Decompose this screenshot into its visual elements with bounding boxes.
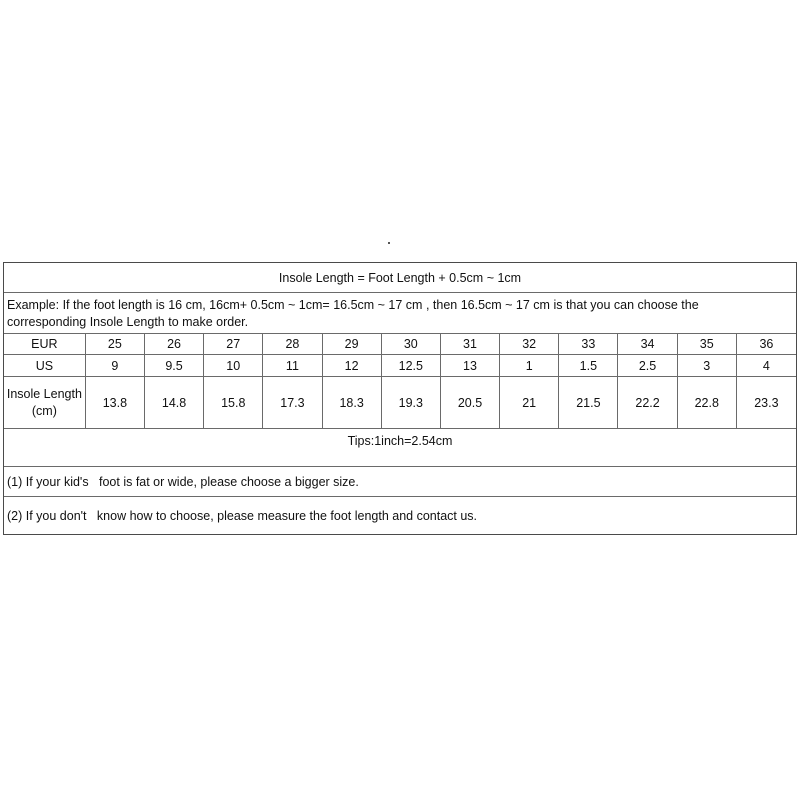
insole-cell: 21 xyxy=(500,377,559,428)
insole-cell: 23.3 xyxy=(754,395,779,410)
insole-label-line-1: Insole Length xyxy=(6,386,82,401)
eur-cell: 29 xyxy=(323,334,382,354)
eur-cell: 28 xyxy=(263,334,322,354)
eur-cell: 27 xyxy=(204,334,263,354)
us-cell: 1 xyxy=(500,355,559,376)
size-chart-table xyxy=(3,262,797,535)
eur-row xyxy=(4,334,796,355)
us-cell: 9 xyxy=(86,355,145,376)
eur-cell: 32 xyxy=(500,334,559,354)
eur-cell: 34 xyxy=(618,334,677,354)
stray-dot xyxy=(388,242,390,244)
us-cell: 3 xyxy=(678,355,737,376)
insole-cell: 21.5 xyxy=(559,377,618,428)
insole-cell: 19.3 xyxy=(382,377,441,428)
eur-cell: 25 xyxy=(86,334,145,354)
insole-cell: 15.8 xyxy=(204,377,263,428)
us-cell: 13 xyxy=(441,355,500,376)
us-row xyxy=(4,355,796,377)
chart-title: Insole Length = Foot Length + 0.5cm ~ 1cm xyxy=(278,270,522,285)
eur-cell: 26 xyxy=(145,334,204,354)
us-cell: 2.5 xyxy=(618,355,677,376)
note-row-2 xyxy=(4,497,796,534)
us-cell: 11 xyxy=(263,355,322,376)
note-2: (2) If you don't know how to choose, please measure the foot length and contact us. xyxy=(7,508,478,523)
eur-cell: 30 xyxy=(382,334,441,354)
eur-cell: 33 xyxy=(559,334,618,354)
insole-cell: 13.8 xyxy=(86,377,145,428)
insole-label xyxy=(4,377,86,428)
us-cell: 1.5 xyxy=(559,355,618,376)
example-row xyxy=(4,293,796,334)
eur-cell: 36 xyxy=(759,337,774,351)
insole-cell: 18.3 xyxy=(323,377,382,428)
insole-label-line-2: (cm) xyxy=(31,403,57,418)
insole-cell: 20.5 xyxy=(441,377,500,428)
eur-cell: 35 xyxy=(678,334,737,354)
us-cell: 12 xyxy=(323,355,382,376)
note-row-1 xyxy=(4,467,796,497)
us-label: US xyxy=(4,355,86,376)
insole-cell: 14.8 xyxy=(145,377,204,428)
eur-cell: 31 xyxy=(441,334,500,354)
us-cell: 4 xyxy=(762,358,770,373)
tips-row xyxy=(4,429,796,467)
chart-title-row xyxy=(4,263,796,293)
example-line-2: corresponding Insole Length to make order. xyxy=(7,315,249,329)
us-cell: 9.5 xyxy=(145,355,204,376)
note-1: (1) If your kid's foot is fat or wide, please choose a bigger size. xyxy=(7,474,359,489)
us-cell: 12.5 xyxy=(382,355,441,376)
insole-cell: 22.8 xyxy=(678,377,737,428)
us-cell: 10 xyxy=(204,355,263,376)
example-line-1: Example: If the foot length is 16 cm, 16cm+ 0.5cm ~ 1cm= 16.5cm ~ 17 cm , then 16.5cm ~ 17 cm is that you can choose the xyxy=(7,298,699,312)
tips-text: Tips:1inch=2.54cm xyxy=(347,434,453,448)
insole-cell: 22.2 xyxy=(618,377,677,428)
insole-cell: 17.3 xyxy=(263,377,322,428)
eur-label: EUR xyxy=(4,334,86,354)
insole-row xyxy=(4,377,796,429)
